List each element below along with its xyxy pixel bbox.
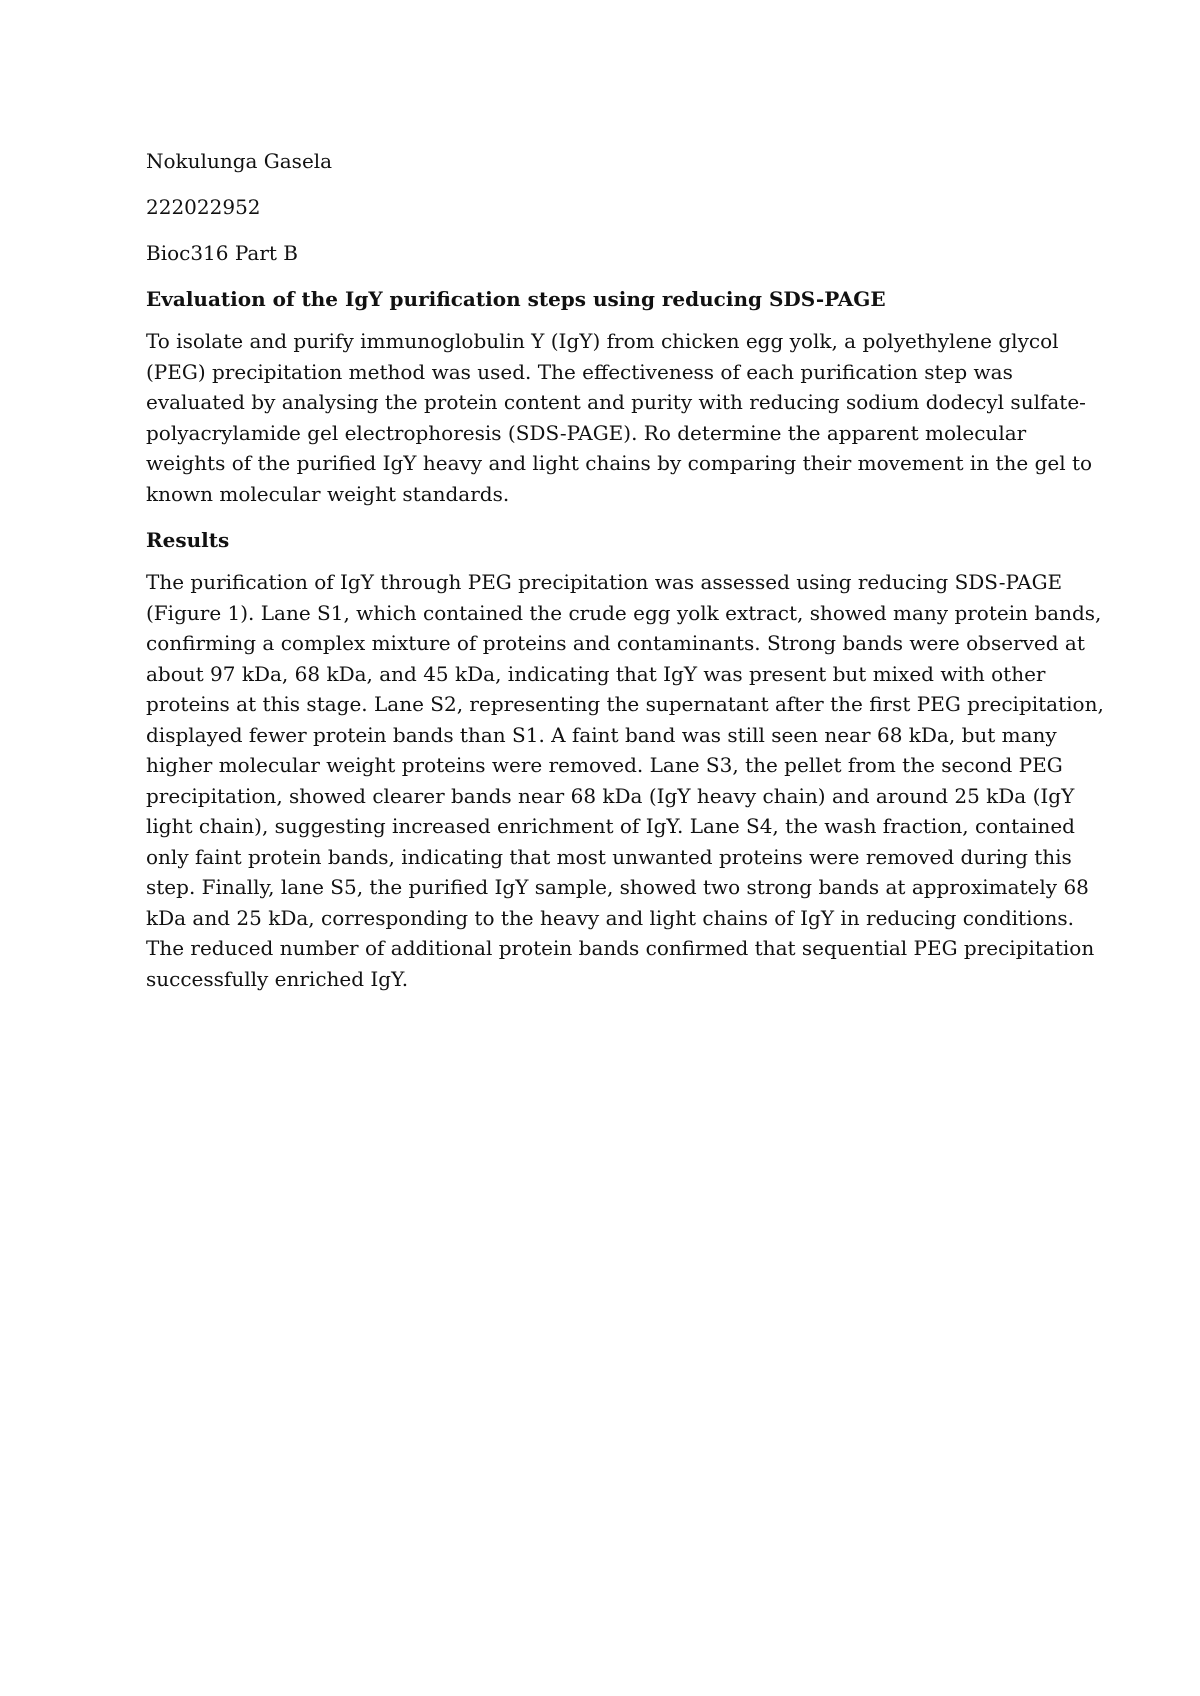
paragraph-line: proteins at this stage. Lane S2, representing the supernatant after the first PEG precipitation,	[146, 692, 1104, 716]
intro-paragraph	[146, 326, 1093, 509]
paragraph-line: polyacrylamide gel electrophoresis (SDS-PAGE). Ro determine the apparent molecular	[146, 420, 1027, 445]
paragraph-line: confirming a complex mixture of proteins and contaminants. Strong bands were observed at	[146, 631, 1085, 655]
paragraph-line: To isolate and purify immunoglobulin Y (IgY) from chicken egg yolk, a polyethylene glycol	[146, 329, 1059, 353]
results-paragraph	[146, 567, 1104, 994]
paragraph-line: The purification of IgY through PEG precipitation was assessed using reducing SDS-PAGE	[146, 570, 1063, 594]
paragraph-line: higher molecular weight proteins were removed. Lane S3, the pellet from the second PEG	[146, 753, 1063, 777]
paragraph-line: known molecular weight standards.	[146, 481, 510, 506]
paragraph-line: light chain), suggesting increased enrichment of IgY. Lane S4, the wash fraction, contained	[146, 814, 1075, 838]
document-title: Evaluation of the IgY purification steps using reducing SDS-PAGE	[146, 287, 886, 311]
paragraph-line: evaluated by analysing the protein content and purity with reducing sodium dodecyl sulfate-	[146, 390, 1086, 414]
paragraph-line: weights of the purified IgY heavy and light chains by comparing their movement in the gel to	[146, 451, 1093, 475]
paragraph-line: (Figure 1). Lane S1, which contained the crude egg yolk extract, showed many protein bands,	[146, 600, 1102, 625]
paragraph-line: step. Finally, lane S5, the purified IgY sample, showed two strong bands at approximately 68	[146, 875, 1089, 899]
paragraph-line: only faint protein bands, indicating that most unwanted proteins were removed during this	[146, 844, 1072, 869]
results-heading: Results	[146, 528, 230, 552]
paragraph-line: The reduced number of additional protein bands confirmed that sequential PEG precipitation	[146, 936, 1095, 960]
paragraph-line: (PEG) precipitation method was used. The effectiveness of each purification step was	[146, 359, 1013, 384]
author-name: Nokulunga Gasela	[146, 149, 333, 173]
paragraph-line: kDa and 25 kDa, corresponding to the heavy and light chains of IgY in reducing conditions.	[146, 905, 1075, 930]
paragraph-line: precipitation, showed clearer bands near 68 kDa (IgY heavy chain) and around 25 kDa (IgY	[146, 783, 1075, 808]
course-label: Bioc316 Part B	[146, 241, 299, 265]
paragraph-line: about 97 kDa, 68 kDa, and 45 kDa, indicating that IgY was present but mixed with other	[146, 661, 1046, 686]
student-number: 222022952	[146, 195, 261, 219]
paragraph-line: displayed fewer protein bands than S1. A faint band was still seen near 68 kDa, but many	[146, 722, 1057, 747]
paragraph-line: successfully enriched IgY.	[146, 966, 409, 991]
document-content	[146, 146, 1104, 1010]
